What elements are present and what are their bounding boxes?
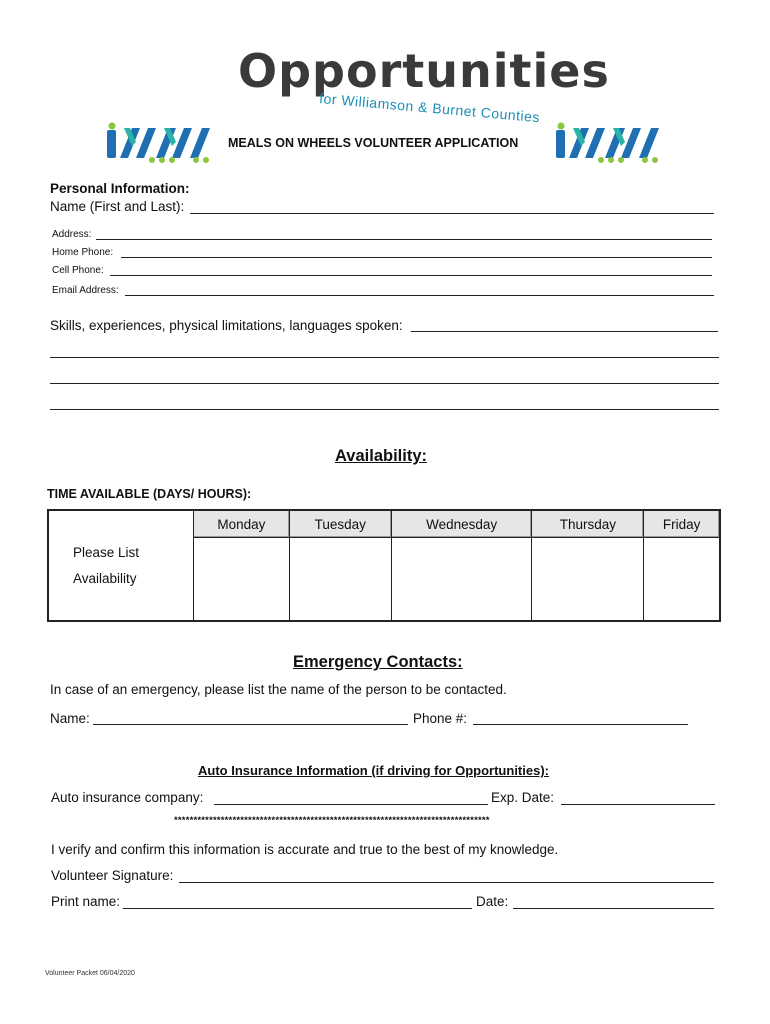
verification-statement: I verify and confirm this information is accurate and true to the best of my knowledge.: [51, 842, 559, 857]
section-divider: *********************************************************************************: [174, 815, 490, 826]
availability-heading: Availability:: [335, 447, 427, 465]
day-header-thursday: Thursday: [532, 510, 644, 538]
availability-cell-tuesday[interactable]: [289, 538, 391, 622]
cell-phone-field[interactable]: [110, 265, 712, 276]
meals-on-wheels-logo-left: [104, 122, 219, 164]
home-phone-label: Home Phone:: [52, 247, 114, 258]
availability-row-label-line2: Availability: [73, 570, 137, 586]
name-field[interactable]: [190, 200, 714, 214]
footer-version: Volunteer Packet 06/04/2020: [45, 970, 135, 977]
insurance-exp-label: Exp. Date:: [491, 790, 555, 805]
skills-label: Skills, experiences, physical limitations, languages spoken:: [50, 318, 403, 333]
availability-cell-wednesday[interactable]: [391, 538, 532, 622]
availability-cell-monday[interactable]: [194, 538, 290, 622]
form-title: MEALS ON WHEELS VOLUNTEER APPLICATION: [228, 136, 519, 150]
emergency-name-field[interactable]: [93, 711, 408, 725]
availability-cell-thursday[interactable]: [532, 538, 644, 622]
organization-logo-title: Opportunities: [238, 44, 610, 98]
date-field[interactable]: [513, 895, 714, 909]
emergency-instruction: In case of an emergency, please list the name of the person to be contacted.: [50, 682, 507, 697]
emergency-phone-field[interactable]: [473, 711, 688, 725]
availability-table: [47, 509, 721, 622]
availability-header-row: [48, 510, 720, 538]
emergency-phone-label: Phone #:: [413, 711, 468, 726]
emergency-heading: Emergency Contacts:: [293, 653, 463, 671]
skills-line-2[interactable]: [50, 345, 719, 358]
address-field[interactable]: [96, 229, 712, 240]
skills-field[interactable]: [411, 319, 718, 332]
insurance-exp-field[interactable]: [561, 791, 715, 805]
day-header-tuesday: Tuesday: [289, 510, 391, 538]
personal-info-heading: Personal Information:: [50, 181, 190, 196]
day-header-wednesday: Wednesday: [391, 510, 532, 538]
day-header-monday: Monday: [194, 510, 290, 538]
signature-field[interactable]: [179, 869, 714, 883]
skills-line-3[interactable]: [50, 371, 719, 384]
insurance-company-field[interactable]: [214, 791, 488, 805]
availability-row-label-line1: Please List: [73, 544, 140, 560]
name-label: Name (First and Last):: [50, 199, 185, 214]
time-available-label: TIME AVAILABLE (DAYS/ HOURS):: [47, 487, 252, 501]
availability-cell-friday[interactable]: [644, 538, 720, 622]
insurance-company-label: Auto insurance company:: [51, 790, 204, 805]
signature-label: Volunteer Signature:: [51, 868, 174, 883]
insurance-heading: Auto Insurance Information (if driving for Opportunities):: [198, 763, 549, 778]
email-field[interactable]: [125, 285, 714, 296]
print-name-field[interactable]: [123, 895, 472, 909]
print-name-label: Print name:: [51, 894, 121, 909]
cell-phone-label: Cell Phone:: [52, 265, 104, 276]
email-label: Email Address:: [52, 285, 119, 296]
day-header-friday: Friday: [644, 510, 720, 538]
home-phone-field[interactable]: [121, 247, 712, 258]
meals-on-wheels-logo-right: [553, 122, 668, 164]
skills-line-4[interactable]: [50, 397, 719, 410]
emergency-name-label: Name:: [50, 711, 90, 726]
availability-row-label: [48, 510, 194, 621]
organization-logo-subtitle: for Williamson & Burnet Counties: [318, 90, 541, 126]
address-label: Address:: [52, 229, 92, 240]
date-label: Date:: [476, 894, 509, 909]
